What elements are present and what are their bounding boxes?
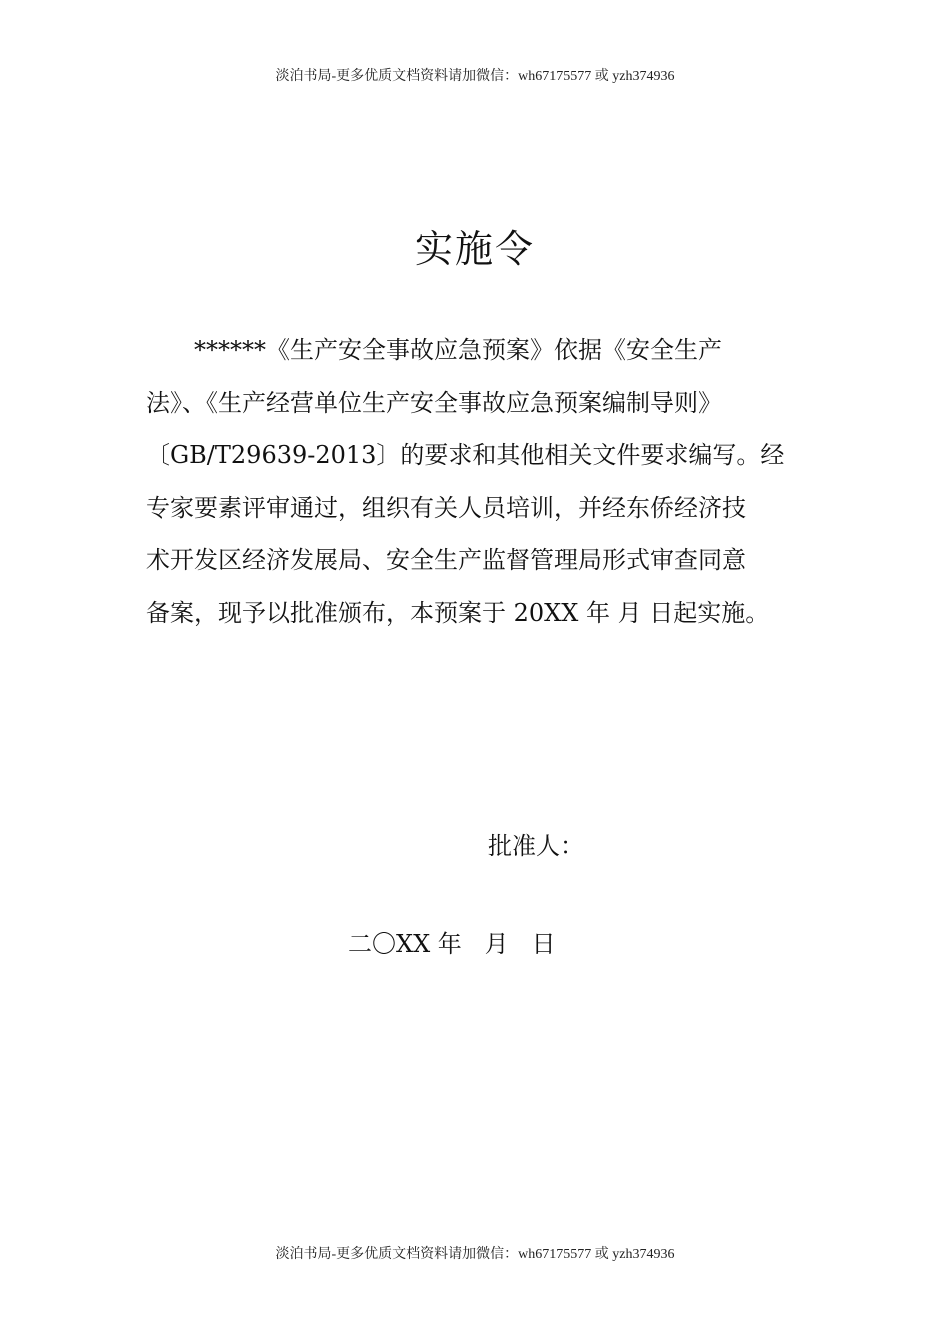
document-title: 实施令 (414, 227, 535, 271)
footer-watermark-note: 淡泊书局-更多优质文档资料请加微信：wh67175577 或 yzh374936 (275, 1247, 675, 1262)
body-line-2: 法》、《生产经营单位生产安全事故应急预案编制导则》 (146, 388, 722, 417)
signature-date: 二〇XX 年 月 日 (348, 930, 556, 958)
body-line-3: 〔GB/T29639-2013〕的要求和其他相关文件要求编写。经 (146, 441, 785, 469)
body-line-6: 备案，现予以批准颁布，本预案于 20XX 年 月 日起实施。 (146, 598, 770, 627)
document-body (146, 324, 808, 639)
body-line-5: 术开发区经济发展局、安全生产监督管理局形式审查同意 (146, 546, 746, 574)
body-line-4: 专家要素评审通过，组织有关人员培训，并经东侨经济技 (146, 493, 746, 522)
header-watermark-note: 淡泊书局-更多优质文档资料请加微信：wh67175577 或 yzh374936 (275, 69, 675, 84)
approver-label: 批准人： (488, 832, 584, 860)
body-line-1: ******《生产安全事故应急预案》依据《安全生产 (194, 336, 722, 364)
